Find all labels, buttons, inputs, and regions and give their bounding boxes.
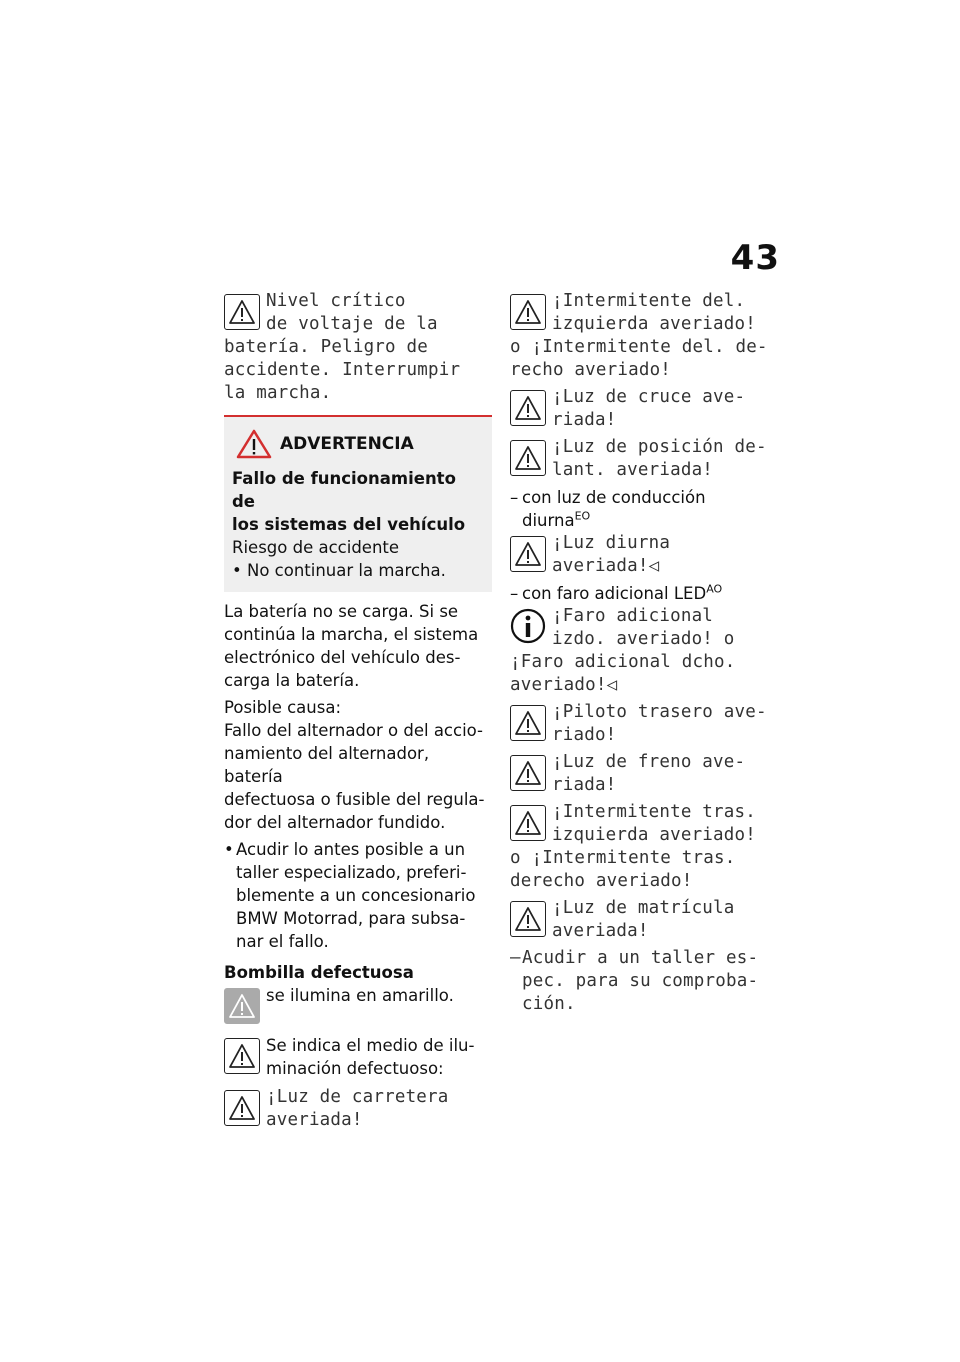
advice-bullet	[224, 838, 492, 953]
text-line: Nivel crítico	[266, 291, 406, 311]
text-line: carga la batería.	[224, 671, 360, 690]
text-line: namiento del alternador, batería	[224, 744, 430, 786]
text-line: ¡Faro adicional	[552, 606, 714, 626]
warning-heading: Fallo de funcionamiento de	[232, 469, 456, 511]
text-line: recho averiado!	[510, 360, 672, 380]
text-line: blemente a un concesionario	[236, 886, 476, 905]
low-beam-message	[510, 386, 780, 432]
aux-condition	[510, 582, 780, 605]
text-line: derecho averiado!	[510, 871, 693, 891]
warning-action: • No continuar la marcha.	[232, 561, 446, 580]
text-line: o ¡Intermitente tras.	[510, 848, 736, 868]
text-line: ¡Piloto trasero ave-	[552, 702, 767, 722]
text-line: ¡Luz diurna	[552, 533, 671, 553]
text-line: accidente. Interrumpir	[224, 360, 461, 380]
equipment-superscript: EO	[574, 509, 591, 523]
text-line: riada!	[552, 410, 617, 430]
warning-triangle-icon	[510, 536, 546, 572]
critical-voltage-message	[224, 290, 492, 405]
warning-triangle-icon	[224, 294, 260, 330]
text-line: izquierda averiado!	[552, 825, 756, 845]
turn-rear-left-message	[510, 801, 780, 847]
text-line: electrónico del vehículo des-	[224, 648, 461, 667]
drl-message	[510, 532, 780, 578]
warning-triangle-icon	[236, 429, 272, 459]
text-line: averiado!◁	[510, 675, 618, 695]
text-line: pec. para su comproba-	[522, 971, 759, 991]
bullet-dot: •	[224, 840, 234, 859]
aux-left-message	[510, 605, 780, 651]
text-line: ¡Luz de matrícula	[552, 898, 735, 918]
text-line: ¡Luz de freno ave-	[552, 752, 746, 772]
drl-condition	[510, 486, 780, 532]
warning-triangle-icon	[510, 901, 546, 937]
brake-light-message	[510, 751, 780, 797]
equipment-superscript: AO	[706, 582, 723, 596]
dash-mark: –	[510, 948, 521, 968]
text-line: izdo. averiado! o	[552, 629, 735, 649]
text-line: o ¡Intermitente del. de-	[510, 337, 768, 357]
warning-triangle-icon	[510, 294, 546, 330]
text-line: Fallo del alternador o del accio-	[224, 721, 484, 740]
text-line: batería. Peligro de	[224, 337, 428, 357]
warning-triangle-icon	[510, 440, 546, 476]
text-line: se ilumina en amarillo.	[266, 986, 454, 1005]
warning-triangle-icon	[510, 705, 546, 741]
warning-label: ADVERTENCIA	[280, 434, 414, 454]
warning-triangle-icon	[224, 988, 260, 1024]
warning-triangle-icon	[510, 755, 546, 791]
warning-title	[232, 429, 484, 459]
warning-box	[224, 415, 492, 592]
text-line: ción.	[522, 994, 576, 1014]
high-beam-message	[224, 1086, 492, 1132]
bulb-indicated-row	[224, 1034, 492, 1080]
text-line: ¡Luz de cruce ave-	[552, 387, 746, 407]
text-line: Acudir lo antes posible a un	[236, 840, 466, 859]
turn-front-left-message	[510, 290, 780, 336]
text-line: la marcha.	[224, 383, 332, 403]
text-line: minación defectuoso:	[266, 1059, 444, 1078]
text-line: riado!	[552, 725, 617, 745]
dash-mark: –	[510, 584, 519, 603]
text-line: diurna	[522, 511, 575, 530]
text-line: averiada!	[266, 1110, 363, 1130]
warning-triangle-icon	[224, 1090, 260, 1126]
text-line: ¡Intermitente del.	[552, 291, 746, 311]
warning-risk: Riesgo de accidente	[232, 538, 400, 557]
warning-triangle-icon	[224, 1038, 260, 1074]
workshop-instruction	[510, 947, 780, 1016]
left-column	[224, 290, 492, 1136]
text-line: continúa la marcha, el sistema	[224, 625, 479, 644]
text-line: dor del alternador fundido.	[224, 813, 446, 832]
text-line: ¡Intermitente tras.	[552, 802, 756, 822]
text-line: riada!	[552, 775, 617, 795]
aux-right-message	[510, 651, 780, 697]
text-line: BMW Motorrad, para subsa-	[236, 909, 466, 928]
text-line: izquierda averiado!	[552, 314, 756, 334]
position-light-message	[510, 436, 780, 482]
text-line: lant. averiada!	[552, 460, 714, 480]
warning-triangle-icon	[510, 390, 546, 426]
not-charging-text	[224, 600, 492, 692]
bulb-heading: Bombilla defectuosa	[224, 963, 414, 982]
plate-light-message	[510, 897, 780, 943]
tail-light-message	[510, 701, 780, 747]
text-line: Se indica el medio de ilu-	[266, 1036, 475, 1055]
page-number: 43	[730, 238, 780, 278]
turn-front-right-message	[510, 336, 780, 382]
text-line: con faro adicional LED	[522, 584, 707, 603]
warning-heading: los sistemas del vehículo	[232, 515, 466, 534]
bulb-lit-row	[224, 984, 492, 1030]
info-icon	[510, 607, 546, 645]
text-line: defectuosa o fusible del regula-	[224, 790, 485, 809]
text-line: con luz de conducción	[522, 488, 706, 507]
text-line: averiada!◁	[552, 556, 660, 576]
text-line: taller especializado, preferi-	[236, 863, 467, 882]
text-line: Acudir a un taller es-	[522, 948, 759, 968]
text-line: ¡Luz de carretera	[266, 1087, 449, 1107]
text-line: de voltaje de la	[266, 314, 438, 334]
cause-label: Posible causa:	[224, 698, 341, 717]
text-line: nar el fallo.	[236, 932, 329, 951]
right-column	[510, 290, 780, 1016]
dash-mark: –	[510, 488, 519, 507]
text-line: La batería no se carga. Si se	[224, 602, 459, 621]
cause-text	[224, 719, 492, 834]
warning-triangle-icon	[510, 805, 546, 841]
text-line: averiada!	[552, 921, 649, 941]
text-line: ¡Luz de posición de-	[552, 437, 767, 457]
turn-rear-right-message	[510, 847, 780, 893]
text-line: ¡Faro adicional dcho.	[510, 652, 736, 672]
